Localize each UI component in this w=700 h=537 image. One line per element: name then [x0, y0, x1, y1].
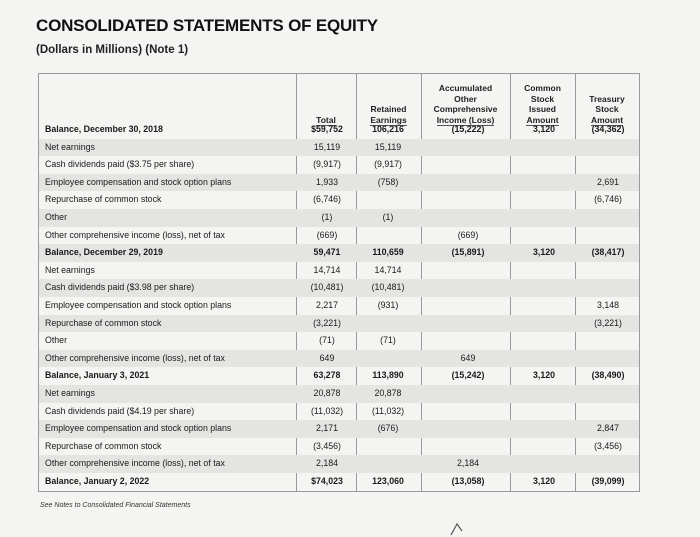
column-header-line: Common [524, 83, 561, 93]
row-label: Net earnings [45, 388, 95, 398]
cell-value: (676) [377, 423, 399, 434]
cell-value: (669) [316, 229, 338, 240]
row-label: Cash dividends paid ($3.98 per share) [45, 282, 195, 293]
cell-value: (10,481) [310, 282, 344, 293]
cell-value: (11,032) [310, 405, 344, 416]
column-header-line: Earnings [370, 114, 407, 125]
cell-value: $59,752 [311, 124, 343, 134]
row-label: Repurchase of common stock [45, 440, 162, 451]
cell-value: 14,714 [374, 264, 402, 275]
row-label: Balance, December 30, 2018 [45, 124, 163, 134]
cell-value: (758) [377, 176, 399, 187]
column-header-line: Stock [530, 93, 555, 104]
cell-value: (15,242) [451, 370, 485, 381]
table-row [39, 279, 639, 297]
table-row [39, 350, 639, 368]
row-label: Balance, January 3, 2021 [45, 370, 150, 381]
table-row [39, 209, 639, 227]
treasury-stock-header [575, 74, 639, 126]
cell-value: (11,032) [371, 405, 405, 416]
cell-value: (1) [382, 212, 394, 222]
cell-value: 649 [460, 352, 476, 363]
row-label: Other [45, 212, 68, 222]
cell-value: 14,714 [313, 264, 341, 275]
row-label: Cash dividends paid ($4.19 per share) [45, 405, 195, 416]
balance-row [39, 121, 639, 139]
row-label: Employee compensation and stock option plans [45, 176, 232, 187]
total-header [296, 74, 356, 126]
row-label: Employee compensation and stock option plans [45, 423, 232, 434]
cell-value: (3,221) [313, 317, 341, 328]
cell-value: (13,058) [451, 476, 485, 486]
balance-row [39, 244, 639, 262]
column-header-line: Issued [529, 104, 556, 114]
column-header-line: Amount [590, 114, 624, 125]
cell-value: 113,890 [372, 370, 404, 381]
row-label: Repurchase of common stock [45, 194, 162, 205]
column-header-line: Total [316, 114, 336, 125]
cell-value: (34,362) [591, 124, 625, 134]
cell-value: (6,746) [594, 194, 622, 205]
row-label: Other comprehensive income (loss), net of tax [45, 229, 225, 240]
cell-value: 3,120 [532, 247, 555, 258]
retained-earnings-header [356, 74, 421, 126]
cell-value: 110,659 [372, 247, 404, 258]
equity-table [38, 73, 640, 492]
row-label: Other comprehensive income (loss), net of tax [45, 352, 225, 363]
column-header-line: Comprehensive [433, 104, 498, 114]
common-stock-header [510, 74, 575, 126]
cell-value: (10,481) [371, 282, 405, 293]
row-label: Other [45, 335, 68, 346]
cell-value: (15,891) [451, 247, 485, 258]
table-row [39, 227, 639, 245]
cell-value: (9,917) [313, 159, 341, 170]
cell-value: (1) [321, 212, 333, 222]
table-row [39, 174, 639, 192]
table-row [39, 262, 639, 280]
table-row [39, 455, 639, 473]
cell-value: (3,456) [594, 440, 622, 451]
table-row [39, 332, 639, 350]
cell-value: 3,120 [532, 124, 555, 134]
cell-value: 3,120 [532, 370, 555, 381]
balance-row [39, 367, 639, 385]
cell-value: 2,171 [315, 423, 338, 434]
table-row [39, 403, 639, 421]
table-row [39, 438, 639, 456]
cell-value: 59,471 [313, 247, 341, 258]
cell-value: (669) [457, 229, 479, 240]
row-label: Net earnings [45, 264, 95, 275]
table-row [39, 297, 639, 315]
column-header-line: Amount [526, 114, 559, 125]
cell-value: 3,148 [596, 300, 619, 310]
cell-value: 106,216 [372, 124, 404, 134]
cell-value: 63,278 [313, 370, 341, 381]
column-header-line: Accumulated [438, 83, 493, 93]
cell-value: (15,222) [451, 124, 485, 134]
column-header-line: Treasury [589, 93, 625, 104]
cell-value: 15,119 [374, 141, 402, 152]
cell-value: (39,099) [591, 476, 625, 486]
cell-value: (71) [319, 335, 335, 346]
aoci-header [421, 74, 510, 126]
cell-value: 15,119 [313, 141, 341, 152]
cell-value: (3,221) [594, 317, 622, 328]
row-label: Balance, January 2, 2022 [45, 476, 150, 486]
row-label: Balance, December 29, 2019 [45, 247, 163, 258]
cell-value: 2,847 [596, 423, 619, 434]
pen-mark-icon [448, 522, 470, 536]
page-subtitle: (Dollars in Millions) (Note 1) [36, 44, 189, 56]
cell-value: 3,120 [532, 476, 555, 486]
row-label: Other comprehensive income (loss), net of tax [45, 458, 225, 469]
cell-value: (38,417) [591, 247, 625, 258]
cell-value: 123,060 [372, 476, 404, 486]
column-header-line: Retained [370, 104, 407, 114]
cell-value: 2,184 [456, 458, 479, 469]
cell-value: 649 [319, 352, 335, 363]
cell-value: (3,456) [313, 440, 341, 451]
table-row [39, 420, 639, 438]
table-row [39, 315, 639, 333]
column-header-line: Other [454, 93, 477, 104]
cell-value: 1,933 [315, 176, 338, 187]
balance-row [39, 473, 639, 491]
cell-value: $74,023 [311, 476, 343, 486]
row-label: Net earnings [45, 141, 95, 152]
table-row [39, 156, 639, 174]
cell-value: (6,746) [313, 194, 341, 205]
footnote: See Notes to Consolidated Financial Statements [40, 502, 191, 509]
cell-value: 2,691 [596, 176, 619, 187]
page-title: CONSOLIDATED STATEMENTS OF EQUITY [36, 16, 378, 35]
column-header-line: Stock [595, 104, 619, 114]
table-row [39, 385, 639, 403]
row-label: Employee compensation and stock option plans [45, 300, 232, 310]
table-row [39, 191, 639, 209]
column-header-line: Income (Loss) [436, 114, 495, 125]
cell-value: 20,878 [313, 388, 341, 398]
cell-value: 20,878 [374, 388, 402, 398]
cell-value: 2,184 [315, 458, 338, 469]
cell-value: (9,917) [374, 159, 402, 170]
row-label: Cash dividends paid ($3.75 per share) [45, 159, 195, 170]
table-row [39, 139, 639, 157]
cell-value: (38,490) [591, 370, 625, 381]
row-label: Repurchase of common stock [45, 317, 162, 328]
cell-value: (71) [380, 335, 396, 346]
cell-value: (931) [377, 300, 399, 310]
cell-value: 2,217 [315, 300, 338, 310]
